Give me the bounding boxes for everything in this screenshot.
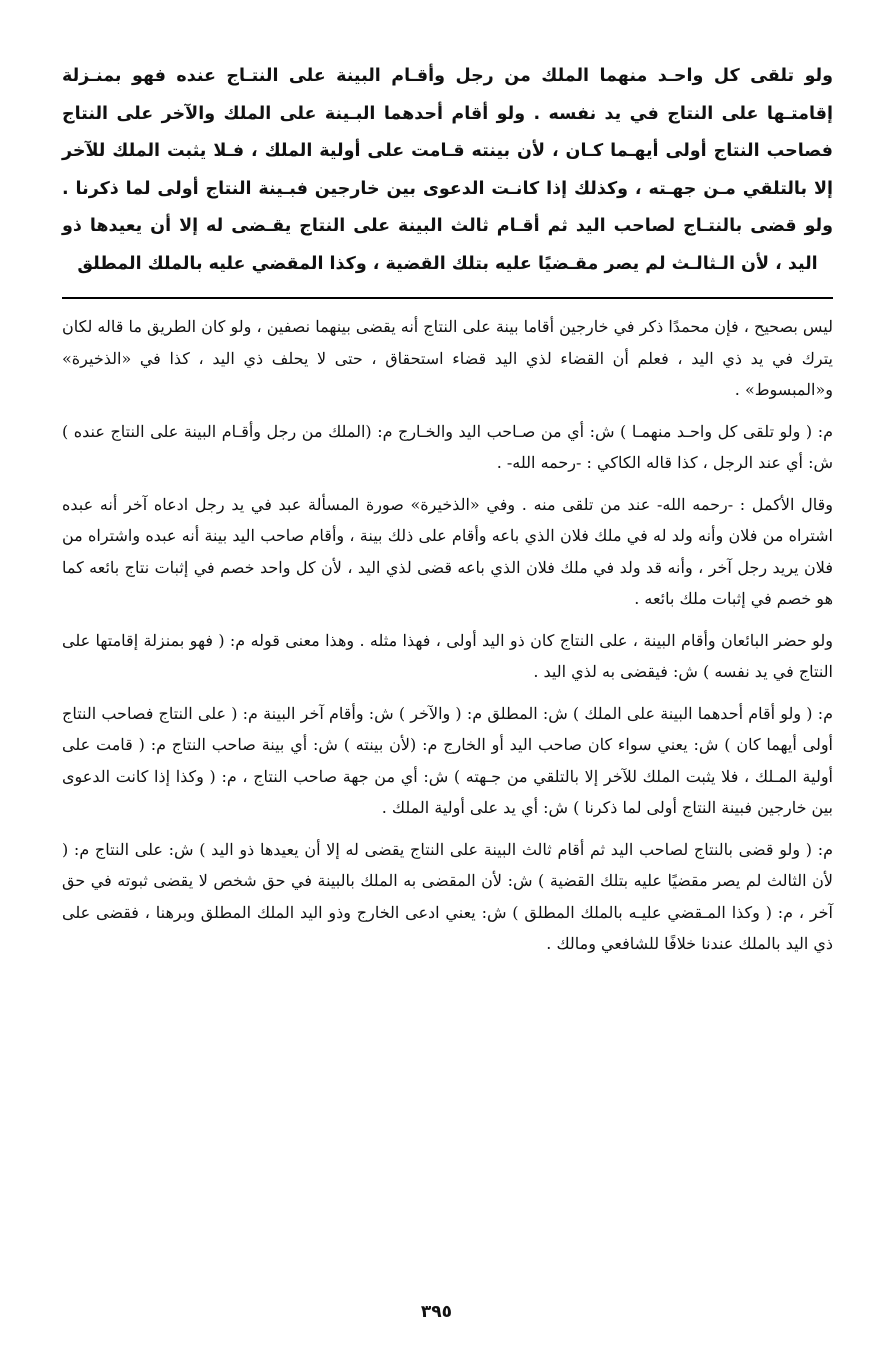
commentary-paragraph-2: م: ( ولو تلقى كل واحـد منهمـا ) ش: أي من صـاحب اليد والخـارج م: (الملك من رجل وأقـام البينة على النتاج عنده ) ش: أي عند الرجل ، كذا قاله الكاكي : -رحمه الله- . [62, 421, 833, 472]
commentary-paragraph-6: م: ( ولو قضى بالنتاج لصاحب اليد ثم أقام ثالث البينة على النتاج يقضى له إلا أن يعيدها ذو اليد ) ش: على النتاج م: ( لأن الثالث لم يصر مقضيًا عليه بتلك القضية ) ش: لأن المقضى به الملك بالبينة في حق شخص لا يقضى ثبوته في حق آخر ، م: ( وكذا المـقضي عليـه بالملك المطلق ) ش: يعني ادعى الخارج وذو اليد الملك المطلق وبرهنا ، فقضى على ذي اليد بالملك عندنا خلافًا للشافعي ومالك . [62, 839, 834, 953]
book-page [62, 58, 833, 960]
section-divider [62, 297, 833, 299]
page-number: ٣٩٥ [420, 1302, 453, 1322]
commentary-paragraph-5: م: ( ولو أقام أحدهما البينة على الملك ) ش: المطلق م: ( والآخر ) ش: وأقام آخر البينة م: ( على النتاج فصاحب النتاج أولى أيهما كان ) ش: يعني سواء كان صاحب اليد أو الخارج م: (لأن بينته ) ش: أي بينة صاحب النتاج م: ( قامت على أولية المـلك ، فلا يثبت الملك للآخر إلا بالتلقي من جـهته ) ش: أي من جهة صاحب النتاج ، م: ( وكذا إذا كانت الدعوى بين خارجين فبينة النتاج أولى لما ذكرنا ) ش: أي يد على أولية الملك . [62, 703, 833, 817]
main-text-block [62, 58, 833, 283]
commentary-paragraph-3: وقال الأكمل : -رحمه الله- عند من تلقى منه . وفي «الذخيرة» صورة المسألة عبد في يد رجل ادعاه آخر أنه عبده اشتراه من فلان وأنه ولد له في ملك فلان الذي باعه وأقام على ذلك بينة ، وأقام صاحب اليد بينة أنه عبده واشتراه من فلان يريد رجل آخر ، وأنه قد ولد في ملك فلان الذي باعه قضى لذي اليد ، لأن كل واحد خصم في إثبات نتاج بائعه كما هو خصم في إثبات ملك بائعه . [62, 494, 833, 608]
commentary-paragraph-1: ليس بصحيح ، فإن محمدًا ذكر في خارجين أقاما بينة على النتاج أنه يقضى بينهما نصفين ، ولو كان الطريق ما قاله لكان يترك في يد ذي اليد ، فعلم أن القضاء لذي اليد قضاء استحقاق ، حتى لا يحلف ذي اليد ، كذا في «الذخيرة» و«المبسوط» . [61, 317, 833, 399]
main-text-paragraph: ولو تلقى كل واحـد منهما الملك من رجل وأقـام البينة على النتـاج عنده فهو بمنـزلة إقامتـها على النتاج في يد نفسه . ولو أقام أحدهما البـينة على الملك والآخر على النتاج فصاحب النتاج أولى أيهـما كـان ، لأن بينته قـامت على أولية الملك ، فـلا يثبت الملك للآخر إلا بالتلقي مـن جهـته ، وكذلك إذا كانـت الدعوى بين خارجين فبـينة النتاج أولى لما ذكرنا . ولو قضى بالنتـاج لصاحب اليد ثم أقـام ثالث البينة على النتاج يقـضى له إلا أن يعيدها ذو اليد ، لأن الـثالـث لم يصر مقـضيًا عليه بتلك القضية ، وكذا المقضي عليه بالملك المطلق [62, 66, 833, 274]
commentary-block [62, 311, 833, 960]
commentary-paragraph-4: ولو حضر البائعان وأقام البينة ، على النتاج كان ذو اليد أولى ، فهذا مثله . وهذا معنى قوله م: ( فهو بمنزلة إقامتها على النتاج في يد نفسه ) ش: فيقضى به لذي اليد . [62, 630, 833, 681]
